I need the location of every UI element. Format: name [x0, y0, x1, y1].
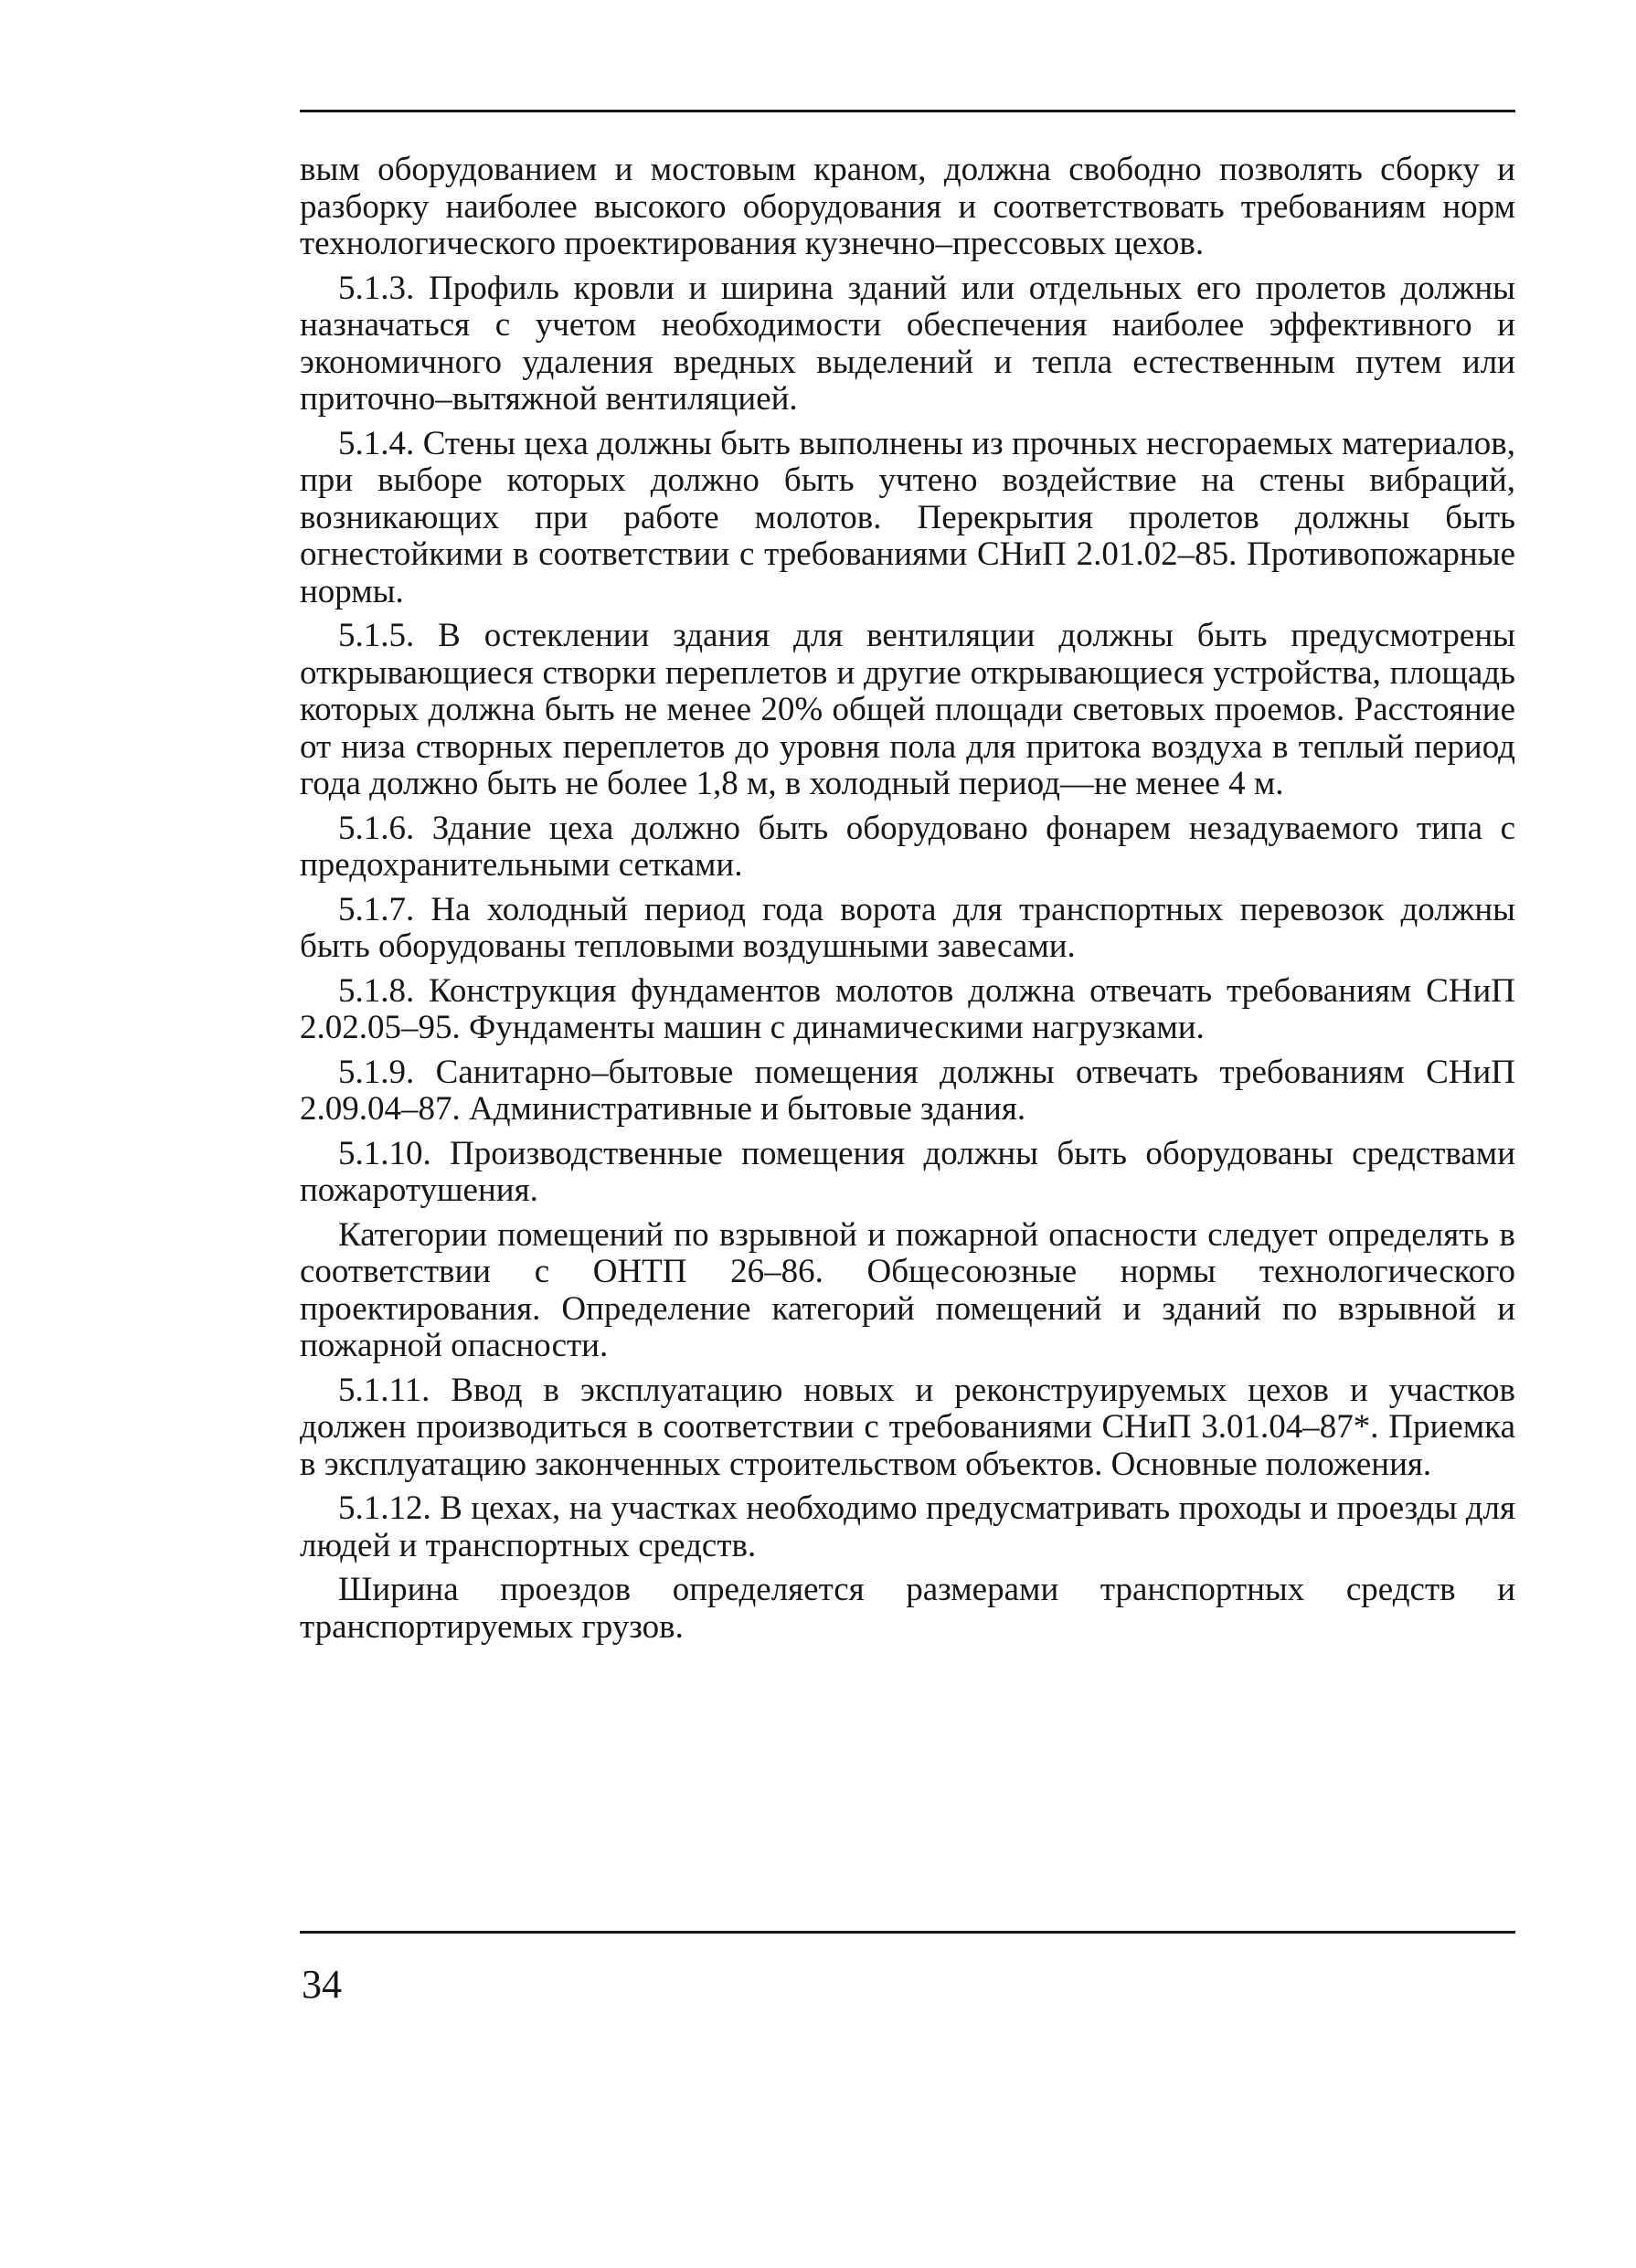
paragraph-5-1-8: 5.1.8. Конструкция фундаментов молотов должна отвечать требованиям СНиП 2.02.05–95. Фундаменты машин с динамическими нагрузками.: [300, 971, 1515, 1046]
paragraph-5-1-9: 5.1.9. Санитарно–бытовые помещения должны отвечать требованиям СНиП 2.09.04–87. Административные и бытовые здания.: [300, 1053, 1515, 1128]
paragraph-categories: Категории помещений по взрывной и пожарной опасности следует определять в соответствии с ОНТП 26–86. Общесоюзные нормы технологического проектирования. Определение категорий помещений и зданий по взрывной и пожарной опасности.: [300, 1215, 1515, 1364]
top-rule: [300, 110, 1515, 112]
paragraph-5-1-11: 5.1.11. Ввод в эксплуатацию новых и реконструируемых цехов и участков должен производиться в соответствии с требованиями СНиП 3.01.04–87*. Приемка в эксплуатацию законченных строительством объектов. Основные положения.: [300, 1371, 1515, 1483]
paragraph-continuation: вым оборудованием и мостовым краном, должна свободно позволять сборку и разборку наиболее высокого оборудования и соответствовать требованиям норм технологического проектирования кузнечно–прессовых цехов.: [300, 151, 1515, 262]
page-number: 34: [302, 1962, 342, 2007]
paragraph-5-1-12: 5.1.12. В цехах, на участках необходимо предусматривать проходы и проезды для людей и транспортных средств.: [300, 1489, 1515, 1564]
paragraph-passage-width: Ширина проездов определяется размерами транспортных средств и транспортируемых грузов.: [300, 1571, 1515, 1646]
body-text: [300, 152, 1515, 1653]
paragraph-5-1-10: 5.1.10. Производственные помещения должны быть оборудованы средствами пожаротушения.: [300, 1134, 1515, 1209]
paragraph-5-1-5: 5.1.5. В остеклении здания для вентиляции должны быть предусмотрены открывающиеся створки переплетов и другие открывающиеся устройства, площадь которых должна быть не менее 20% общей площади световых проемов. Расстояние от низа створных переплетов до уровня пола для притока воздуха в теплый период года должно быть не более 1,8 м, в холодный период—не менее 4 м.: [300, 617, 1515, 802]
paragraph-5-1-6: 5.1.6. Здание цеха должно быть оборудовано фонарем незадуваемого типа с предохранительными сетками.: [300, 809, 1515, 884]
paragraph-5-1-4: 5.1.4. Стены цеха должны быть выполнены из прочных несгораемых материалов, при выборе которых должно быть учтено воздействие на стены вибраций, возникающих при работе молотов. Перекрытия пролетов должны быть огнестойкими в соответствии с требованиями СНиП 2.01.02–85. Противопожарные нормы.: [300, 424, 1515, 610]
paragraph-5-1-7: 5.1.7. На холодный период года ворота для транспортных перевозок должны быть оборудованы тепловыми воздушными завесами.: [300, 890, 1515, 965]
bottom-rule: [300, 1931, 1515, 1934]
paragraph-5-1-3: 5.1.3. Профиль кровли и ширина зданий или отдельных его пролетов должны назначаться с учетом необходимости обеспечения наиболее эффективного и экономичного удаления вредных выделений и тепла естественным путем или приточно–вытяжной вентиляцией.: [300, 269, 1515, 418]
